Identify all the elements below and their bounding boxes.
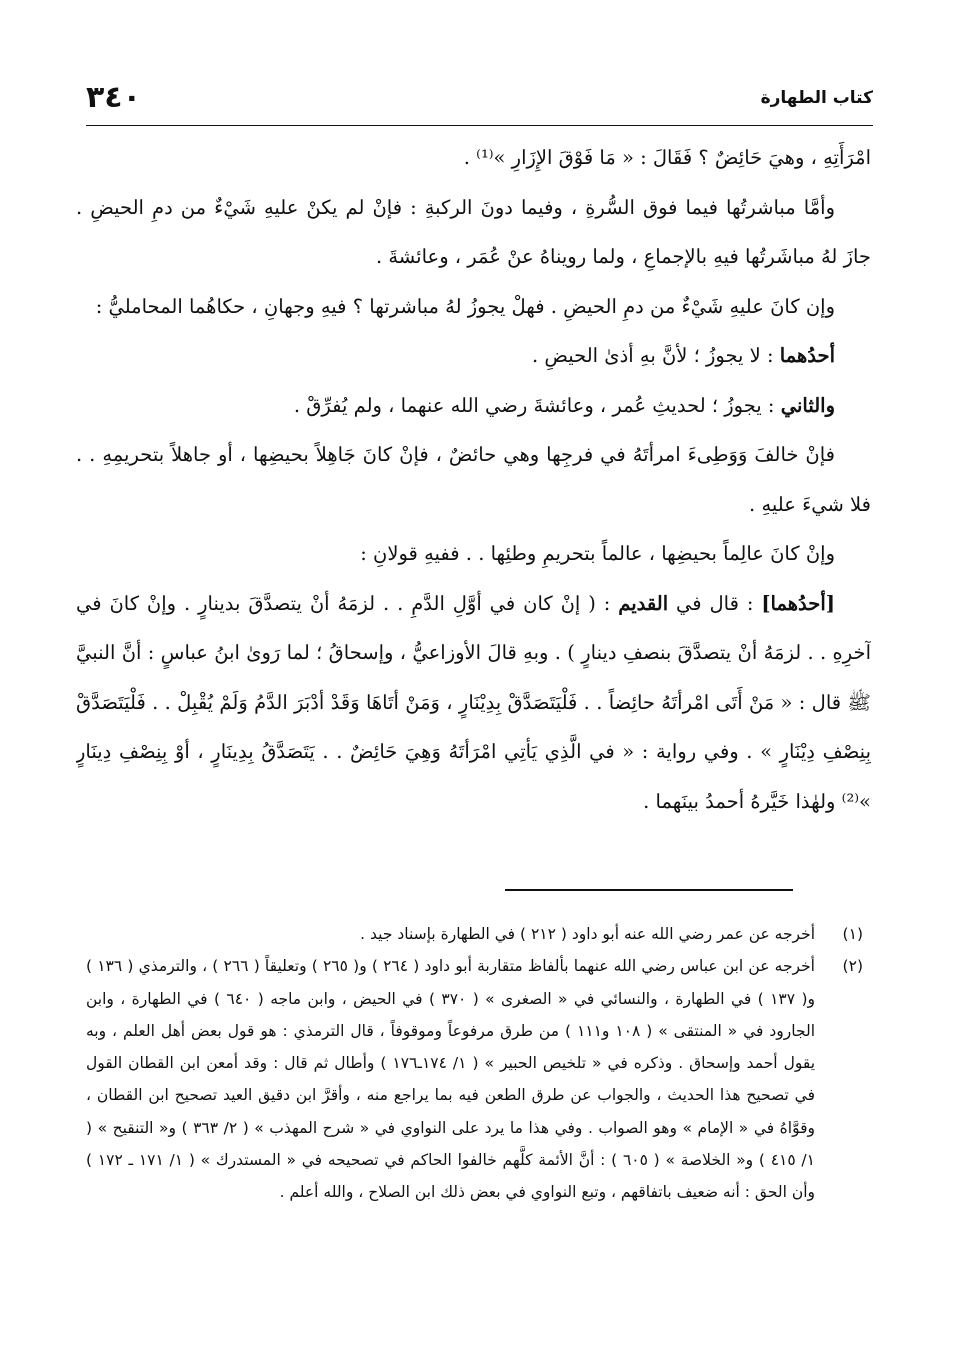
paragraph-2: وأمَّا مباشرتُها فيما فوق السُّرةِ ، وفيما دونَ الركبةِ : فإنْ لم يكنْ عليهِ شَيْءٌ من دمِ الحيضِ . جازَ لهُ مباشَرتُها فيهِ بالإجماعِ ، ولما رويناهُ عنْ عُمَر ، وعائشةَ . [76, 195, 871, 268]
term-first: أحدُهما [779, 344, 835, 367]
page-header [86, 78, 873, 118]
term-first-bracketed: [أحدُهما] [761, 591, 835, 615]
paragraph-7: وإنْ كانَ عالِماً بحيضِها ، عالماً بتحريمِ وطئِها . . ففيهِ قولانِ : [360, 542, 835, 565]
paragraph-4-text: : لا يجوزُ ؛ لأنَّ بهِ أذىٰ الحيضِ . [531, 344, 780, 367]
footnotes [86, 918, 863, 1338]
footnote-number: (١) [842, 925, 863, 943]
term-qadim: القديم [618, 591, 669, 615]
term-second: والثاني [780, 393, 835, 417]
paragraph-8 [76, 579, 871, 827]
footnote [86, 950, 863, 1208]
paragraph-3: وإن كانَ عليهِ شَيْءٌ من دمِ الحيضِ . فهلْ يجوزُ لهُ مباشرتها ؟ فيهِ وجهانِ ، حكاهُما المحامليُّ : [95, 294, 835, 318]
paragraph-5-text: : يجوزُ ؛ لحديثِ عُمر ، وعائشةَ رضي الله عنهما ، ولم يُفرِّقْ . [293, 393, 781, 417]
paragraph-8-text: : ( إنْ كان في أوَّلِ الدَّمِ . . لزمَهُ أنْ يتصدَّقَ بدينارٍ . وإنْ كانَ في آخرِهِ . . لزمَهُ أنْ يتصدَّقَ بنصفِ دينارٍ ) . وبهِ قالَ الأوزاعيُّ ، وإسحاقُ ؛ لما رَوىٰ ابنُ عباسٍ : أنَّ النبيَّ ﷺ قال : « مَنْ أَتَى امْرأتَهُ حائِضاً . . فَلْيَتَصَدَّقْ بِدِيْنَارٍ ، وَمَنْ أتَاهَا وَقَدْ أدْبَرَ الدَّمُ وَلَمْ يُقْبِلْ . . فَلْيَتَصَدَّقْ بِنِصْفِ دِيْنَارٍ » . وفي رواية : « في الَّذِي يَأتِي امْرَأتَهُ وَهِيَ حَائِضٌ . . يَتَصَدَّقُ بِدِينَارٍ ، أوْ بِنِصْفِ دِينَارٍ »⁽²⁾ ولهٰذا خَيَّرهُ أحمدُ بينَهما . [76, 591, 871, 813]
running-title: كتاب الطهارة [760, 88, 873, 108]
page-number: ٣٤٠ [86, 80, 141, 115]
footnote-number: (٢) [842, 957, 863, 976]
paragraph-8-mid: : قال في [668, 591, 762, 615]
paragraph-1: امْرَأَتِهِ ، وهيَ حَائِضٌ ؟ فَقَالَ : « مَا فَوْقَ الإِزَارِ »⁽¹⁾ . [463, 146, 871, 169]
main-text [76, 133, 871, 883]
footnote [86, 918, 863, 950]
paragraph-6: فإنْ خالفَ وَوَطِىءَ امرأتَهُ في فرجِها وهي حائضٌ ، فإنْ كانَ جَاهِلاً بحيضِها ، أو جاهلاً بتحريمِهِ . . فلا شيءَ عليهِ . [76, 443, 871, 516]
paragraph-4 [76, 331, 871, 381]
footnote-separator [505, 889, 793, 891]
footnote-text: أخرجه عن عمر رضي الله عنه أبو داود ( ٢١٢ ) في الطهارة بإسناد جيد . [360, 925, 815, 943]
footnote-text: أخرجه عن ابن عباس رضي الله عنهما بألفاظ متقاربة أبو داود ( ٢٦٤ ) و( ٢٦٥ ) وتعليقاً ( ٢٦٦ ) ، والترمذي ( ١٣٦ ) و( ١٣٧ ) في الطهارة ، والنسائي في « الصغرى » ( ٣٧٠ ) في الحيض ، وابن ماجه ( ٦٤٠ ) في الطهارة ، وابن الجارود في « المنتقى » ( ١٠٨ و١١١ ) من طرق مرفوعاً وموقوفاً ، قال الترمذي : هو قول بعض أهل العلم ، وبه يقول أحمد وإسحاق . وذكره في « تلخيص الحبير » ( ١/ ١٧٤ـ١٧٦ ) وأطال ثم قال : وقد أمعن ابن القطان القول في تصحيح هذا الحديث ، والجواب عن طرق الطعن فيه بما يراجع منه ، وأقرَّ ابن دقيق العيد تصحيح ابن القطان ، وقوَّاهُ في « الإمام » وهو الصواب . وفي هذا ما يرد على النواوي في « شرح المهذب » ( ٢/ ٣٦٣ ) و« التنقيح » ( ١/ ٤١٥ ) و« الخلاصة » ( ٦٠٥ ) : أنَّ الأئمة كلَّهم خالفوا الحاكم في تصحيحه في « المستدرك » ( ١/ ١٧١ ـ ١٧٢ ) وأن الحق : أنه ضعيف باتفاقهم ، وتبع النواوي في بعض ذلك ابن الصلاح ، والله أعلم . [86, 957, 816, 1202]
header-rule [86, 125, 873, 126]
paragraph-5 [76, 381, 871, 431]
